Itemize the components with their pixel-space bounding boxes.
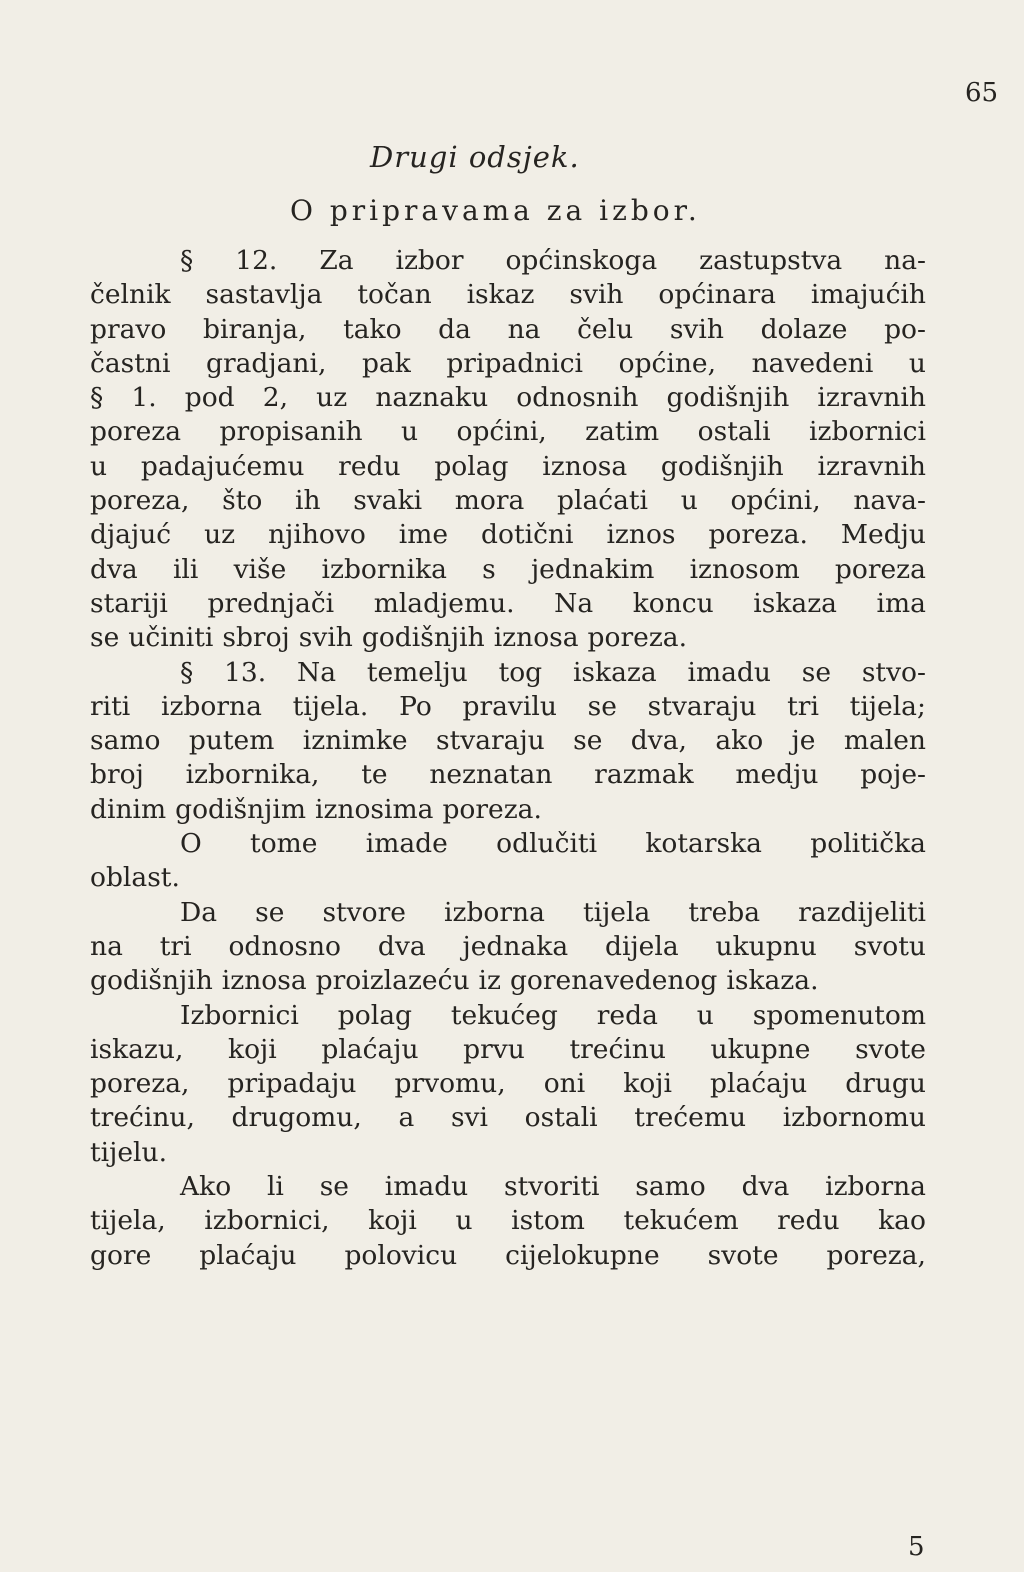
text-line: čelnik sastavlja točan iskaz svih općinara imajućih — [90, 279, 926, 311]
text-line: poreza, što ih svaki mora plaćati u općini, nava- — [90, 485, 926, 517]
body-text — [90, 244, 926, 1273]
text-line: Da se stvore izborna tijela treba razdijeliti — [180, 896, 926, 928]
text-line: djajuć uz njihovo ime dotični iznos poreza. Medju — [90, 519, 926, 551]
text-line: riti izborna tijela. Po pravilu se stvaraju tri tijela; — [90, 690, 926, 722]
text-line: tijela, izbornici, koji u istom tekućem redu kao — [90, 1205, 926, 1237]
text-line: gore plaćaju polovicu cijelokupne svote poreza, — [90, 1239, 926, 1271]
page-number: 65 — [965, 78, 999, 108]
text-line: godišnjih iznosa proizlazeću iz gorenavedenog iskaza. — [90, 965, 819, 997]
text-line: O tome imade odlučiti kotarska politička — [180, 828, 926, 860]
text-line: Ako li se imadu stvoriti samo dva izborna — [180, 1171, 926, 1203]
section-subtitle: O pripravama za izbor. — [290, 194, 701, 227]
signature-mark: 5 — [908, 1532, 925, 1562]
text-line: trećinu, drugomu, a svi ostali trećemu izbornomu — [90, 1102, 926, 1134]
text-line: se učiniti sbroj svih godišnjih iznosa poreza. — [90, 622, 687, 654]
text-line: dinim godišnjim iznosima poreza. — [90, 793, 542, 825]
text-line: § 1. pod 2, uz naznaku odnosnih godišnjih izravnih — [90, 382, 926, 414]
text-line: poreza propisanih u općini, zatim ostali izbornici — [90, 416, 926, 448]
text-line: § 13. Na temelju tog iskaza imadu se stvo- — [180, 656, 926, 688]
text-line: iskazu, koji plaćaju prvu trećinu ukupne svote — [90, 1033, 926, 1065]
section-heading: Drugi odsjek. — [370, 140, 580, 174]
text-line: § 12. Za izbor općinskoga zastupstva na- — [180, 245, 926, 276]
text-line: tijelu. — [90, 1136, 167, 1168]
text-line: stariji prednjači mladjemu. Na koncu iskaza ima — [90, 587, 926, 619]
text-line: poreza, pripadaju prvomu, oni koji plaćaju drugu — [90, 1068, 926, 1100]
text-line: u padajućemu redu polag iznosa godišnjih izravnih — [90, 450, 926, 482]
text-line: Izbornici polag tekućeg reda u spomenutom — [180, 999, 926, 1031]
text-line: dva ili više izbornika s jednakim iznosom poreza — [90, 553, 926, 585]
text-line: samo putem iznimke stvaraju se dva, ako je malen — [90, 725, 926, 757]
text-line: častni gradjani, pak pripadnici općine, navedeni u — [90, 347, 926, 379]
text-line: broj izbornika, te neznatan razmak medju poje- — [90, 759, 926, 791]
text-line: oblast. — [90, 862, 180, 894]
text-line: na tri odnosno dva jednaka dijela ukupnu svotu — [90, 930, 926, 962]
text-line: pravo biranja, tako da na čelu svih dolaze po- — [90, 313, 926, 345]
